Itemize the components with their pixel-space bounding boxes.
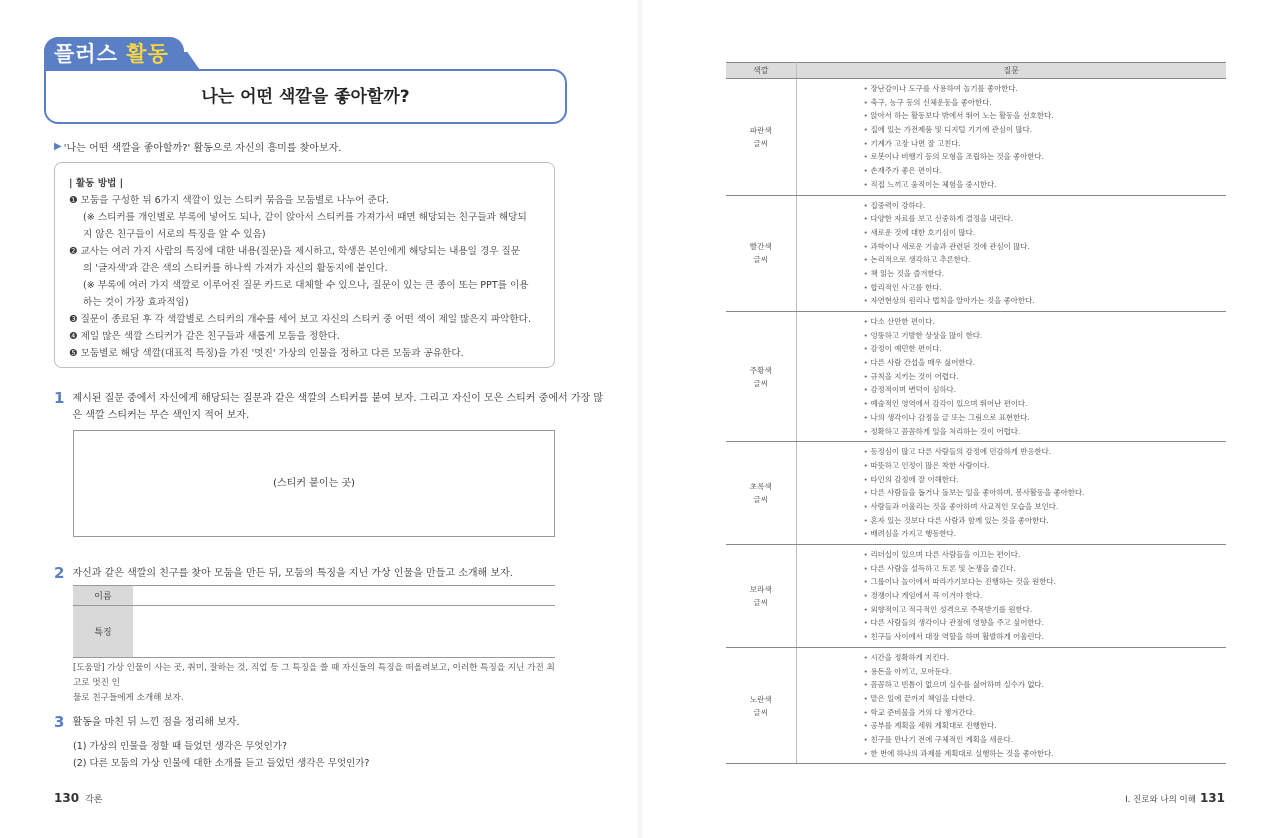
method-line: ❷ 교사는 여러 가지 사람의 특징에 대한 내용(질문)을 제시하고, 학생은 본인에게 해당되는 내용일 경우 질문 xyxy=(69,246,521,257)
feature-field[interactable] xyxy=(133,606,555,658)
list-item: • 학교 준비물을 거의 다 챙겨간다. xyxy=(871,706,1227,720)
plus-activity-tab xyxy=(44,37,184,71)
table-row xyxy=(726,545,1226,648)
list-item: • 나의 생각이나 감정을 글 또는 그림으로 표현한다. xyxy=(871,411,1227,425)
page-number-right xyxy=(1125,791,1225,805)
list-item: • 공부를 계획을 세워 계획대로 진행한다. xyxy=(871,719,1227,733)
page-number: 131 xyxy=(1199,791,1225,805)
sub-question: (1) 가상의 인물을 정할 때 들었던 생각은 무엇인가? xyxy=(73,741,288,752)
question-text: 제시된 질문 중에서 자신에게 해당되는 질문과 같은 색깔의 스티커를 붙여 보자. 그리고 자신이 모은 스티커 중에서 가장 많 xyxy=(72,393,603,404)
questions-cell xyxy=(796,312,1226,442)
question-number: 2 xyxy=(54,564,65,582)
list-item: • 직접 느끼고 움직이는 체험을 중시한다. xyxy=(871,178,1227,192)
table-row xyxy=(73,606,555,658)
question-1 xyxy=(54,390,603,424)
list-item: • 기계가 고장 나면 잘 고친다. xyxy=(871,137,1227,151)
intro-line xyxy=(54,139,341,154)
color-sub: 글씨 xyxy=(753,378,769,388)
page-number: 130 xyxy=(54,791,80,805)
question-text: 은 색깔 스티커는 무슨 색인지 적어 보자. xyxy=(72,410,250,421)
list-item: • 다른 사람들의 생각이나 관점에 영향을 주고 싶어한다. xyxy=(871,616,1227,630)
sub-question: (2) 다른 모둠의 가상 인물에 대한 소개를 듣고 들었던 생각은 무엇인가? xyxy=(73,758,370,769)
question-2 xyxy=(54,565,513,582)
question-number: 3 xyxy=(54,713,65,731)
list-item: • 다른 사람 간섭을 매우 싫어한다. xyxy=(871,356,1227,370)
list-item: • 리더십이 있으며 다른 사람들을 이끄는 편이다. xyxy=(871,548,1227,562)
arrow-icon: ▶ xyxy=(54,141,62,152)
table-row xyxy=(726,312,1226,442)
header-question: 질문 xyxy=(796,63,1226,79)
persona-table xyxy=(73,585,555,658)
sticker-area[interactable]: (스티커 붙이는 곳) xyxy=(73,430,555,537)
color-name: 주황색 xyxy=(749,365,772,375)
list-item: • 로봇이나 비행기 등의 모형을 조립하는 것을 좋아한다. xyxy=(871,150,1227,164)
list-item: • 집중력이 강하다. xyxy=(871,199,1227,213)
list-item: • 동정심이 많고 다른 사람들의 감정에 민감하게 반응한다. xyxy=(871,445,1227,459)
list-item: • 책 읽는 것을 즐겨한다. xyxy=(871,267,1227,281)
method-title: | 활동 방법 | xyxy=(69,178,124,189)
list-item: • 배려심을 가지고 행동한다. xyxy=(871,527,1227,541)
method-line: ❸ 질문이 종료된 후 각 색깔별로 스티커의 개수를 세어 보고 자신의 스티커 중 어떤 색이 제일 많은지 파악한다. xyxy=(69,314,531,325)
list-item: • 친구들 사이에서 대장 역할을 하며 활발하게 어울린다. xyxy=(871,630,1227,644)
list-item: • 그룹이나 놀이에서 따라가기보다는 진행하는 것을 원한다. xyxy=(871,575,1227,589)
list-item: • 새로운 것에 대한 호기심이 많다. xyxy=(871,226,1227,240)
color-name: 초록색 xyxy=(749,482,772,492)
list-item: • 맡은 일에 끝까지 책임을 다한다. xyxy=(871,692,1227,706)
list-item: • 규칙을 지키는 것이 어렵다. xyxy=(871,370,1227,384)
color-cell xyxy=(726,312,796,442)
color-sub: 글씨 xyxy=(753,138,769,148)
header-color: 색깔 xyxy=(726,63,796,79)
table-row xyxy=(73,586,555,606)
color-cell xyxy=(726,647,796,764)
list-item: • 다양한 자료를 보고 신중하게 결정을 내린다. xyxy=(871,212,1227,226)
questions-cell xyxy=(796,647,1226,764)
list-item: • 다른 사람들을 돕거나 돌보는 일을 좋아하며, 봉사활동을 좋아한다. xyxy=(871,486,1227,500)
method-line: (※ 부록에 여러 가지 색깔로 이루어진 질문 카드로 대체할 수 있으나, 질문이 있는 큰 종이 또는 PPT를 이용 xyxy=(83,280,529,291)
list-item: • 따뜻하고 인정이 많은 착한 사람이다. xyxy=(871,459,1227,473)
list-item: • 타인의 감정에 잘 이해한다. xyxy=(871,473,1227,487)
method-line: 하는 것이 가장 효과적임) xyxy=(83,297,189,308)
color-sub: 글씨 xyxy=(753,707,769,717)
list-item: • 사람들과 어울리는 것을 좋아하며 사교적인 모습을 보인다. xyxy=(871,500,1227,514)
list-item: • 합리적인 사고를 한다. xyxy=(871,281,1227,295)
list-item: • 다소 산만한 편이다. xyxy=(871,315,1227,329)
table-row xyxy=(726,195,1226,312)
chapter-label: Ⅰ. 진로와 나의 이해 xyxy=(1125,795,1196,805)
color-name: 빨간색 xyxy=(749,242,772,252)
table-row xyxy=(726,79,1226,196)
list-item: • 집에 있는 가전제품 및 디지털 기기에 관심이 많다. xyxy=(871,123,1227,137)
color-name: 노란색 xyxy=(749,694,772,704)
color-cell xyxy=(726,442,796,545)
color-name: 파란색 xyxy=(749,125,772,135)
list-item: • 엉뚱하고 기발한 상상을 많이 한다. xyxy=(871,329,1227,343)
question-3 xyxy=(54,714,240,731)
color-sub: 글씨 xyxy=(753,255,769,265)
intro-text: '나는 어떤 색깔을 좋아할까?' 활동으로 자신의 흥미를 찾아보자. xyxy=(63,143,342,154)
color-name: 보라색 xyxy=(749,584,772,594)
method-line: 지 않은 친구들이 서로의 특징을 알 수 있음) xyxy=(83,229,266,240)
method-line: (※ 스티커를 개인별로 부록에 넣어도 되나, 같이 앉아서 스티커를 가져가서 때면 해당되는 친구들과 해당되 xyxy=(83,212,527,223)
page-fold xyxy=(636,0,644,838)
list-item: • 감정적이며 변덕이 심하다. xyxy=(871,383,1227,397)
color-cell xyxy=(726,79,796,196)
method-line: ❺ 모둠별로 해당 색깔(대표적 특징)을 가진 '멋진' 가상의 인물을 정하고 다른 모둠과 공유한다. xyxy=(69,348,464,359)
table-header-row xyxy=(726,63,1226,79)
question-text: 활동을 마친 뒤 느낀 점을 정리해 보자. xyxy=(72,717,240,728)
name-field[interactable] xyxy=(133,586,555,606)
list-item: • 자연현상의 원리나 법칙을 알아가는 것을 좋아한다. xyxy=(871,294,1227,308)
question-number: 1 xyxy=(54,389,65,407)
color-sub: 글씨 xyxy=(753,495,769,505)
list-item: • 혼자 있는 것보다 다른 사람과 함께 있는 것을 좋아한다. xyxy=(871,514,1227,528)
list-item: • 손재주가 좋은 편이다. xyxy=(871,164,1227,178)
list-item: • 정확하고 꼼꼼하게 일을 처리하는 것이 어렵다. xyxy=(871,425,1227,439)
list-item: • 꼼꼼하고 빈틈이 없으며 실수를 싫어하며 실수가 없다. xyxy=(871,678,1227,692)
color-cell xyxy=(726,545,796,648)
hint-text xyxy=(73,661,563,706)
method-line: 의 '글자색'과 같은 색의 스티커를 하나씩 가져가 자신의 활동지에 붙인다. xyxy=(83,263,388,274)
list-item: • 감정이 예민한 편이다. xyxy=(871,342,1227,356)
list-item: • 논리적으로 생각하고 추론한다. xyxy=(871,253,1227,267)
tab-accent: 활동 xyxy=(126,42,169,66)
list-item: • 앉아서 하는 활동보다 밖에서 뛰어 노는 활동을 선호한다. xyxy=(871,109,1227,123)
list-item: • 과학이나 새로운 기술과 관련된 것에 관심이 많다. xyxy=(871,240,1227,254)
list-item: • 시간을 정확하게 지킨다. xyxy=(871,651,1227,665)
list-item: • 축구, 농구 등의 신체운동을 좋아한다. xyxy=(871,96,1227,110)
tab-prefix: 플러스 xyxy=(54,42,118,66)
question-text: 자신과 같은 색깔의 친구를 찾아 모둠을 만든 뒤, 모둠의 특징을 지닌 가상 인물을 만들고 소개해 보자. xyxy=(72,568,513,579)
color-cell xyxy=(726,195,796,312)
list-item: • 장난감이나 도구를 사용하여 놀기를 좋아한다. xyxy=(871,82,1227,96)
hint-line: [도움말] 가상 인물이 사는 곳, 취미, 잘하는 것, 직업 등 그 특징을 쓸 때 자신들의 특징을 떠올려보고, 이러한 특징을 지닌 가진 최고로 멋진 인 xyxy=(73,663,555,688)
page-number-left xyxy=(54,791,102,805)
hint-line: 물로 친구들에게 소개해 보자. xyxy=(73,693,184,703)
feature-label: 특징 xyxy=(73,606,133,658)
color-question-table xyxy=(726,62,1226,764)
questions-cell xyxy=(796,442,1226,545)
list-item: • 예술적인 영역에서 감각이 있으며 뛰어난 편이다. xyxy=(871,397,1227,411)
list-item: • 용돈을 아끼고, 모아둔다. xyxy=(871,665,1227,679)
list-item: • 다른 사람을 설득하고 토론 및 논쟁을 즐긴다. xyxy=(871,562,1227,576)
list-item: • 경쟁이나 게임에서 꼭 이겨야 한다. xyxy=(871,589,1227,603)
activity-method-box xyxy=(54,162,555,368)
table-row xyxy=(726,442,1226,545)
list-item: • 외향적이고 적극적인 성격으로 주목받기를 원한다. xyxy=(871,603,1227,617)
page-title: 나는 어떤 색깔을 좋아할까? xyxy=(44,69,567,124)
name-label: 이름 xyxy=(73,586,133,606)
questions-cell xyxy=(796,79,1226,196)
questions-cell xyxy=(796,195,1226,312)
page-section-label: 각론 xyxy=(85,795,103,805)
color-sub: 글씨 xyxy=(753,597,769,607)
table-row xyxy=(726,647,1226,764)
method-line: ❶ 모둠을 구성한 뒤 6가지 색깔이 있는 스티커 묶음을 모둠별로 나누어 준다. xyxy=(69,195,390,206)
list-item: • 친구를 만나기 전에 구체적인 계획을 세운다. xyxy=(871,733,1227,747)
method-line: ❹ 제일 많은 색깔 스티커가 같은 친구들과 새롭게 모둠을 정한다. xyxy=(69,331,340,342)
list-item: • 한 번에 하나의 과제를 계획대로 실행하는 것을 좋아한다. xyxy=(871,747,1227,761)
questions-cell xyxy=(796,545,1226,648)
